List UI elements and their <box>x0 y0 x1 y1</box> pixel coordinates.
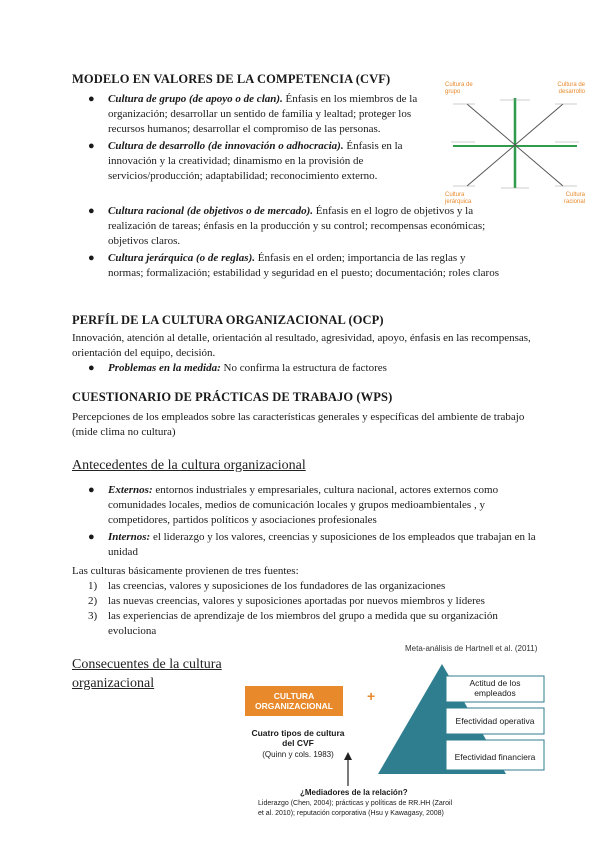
outcome-financiera: Efectividad financiera <box>454 752 536 762</box>
sources-list <box>88 579 538 639</box>
list-item: ● Internos: el liderazgo y los valores, creencias y suposiciones de los empleados que trabajan en la unidad <box>88 531 536 558</box>
figure-caption: Meta-análisis de Hartnell et al. (2011) <box>405 644 538 653</box>
ocp-text: Innovación, atención al detalle, orientación al resultado, agresividad, apoyo, énfasis en las recompensas, orientación del equipo, decisión. <box>72 332 531 359</box>
list-item: ● Externos: entornos industriales y empresariales, cultura nacional, actores externos como comunidades locales, medios de comunicación locales y grupos medioambientales , y competidores, partidos políticos y asociaciones profesionales <box>88 484 499 526</box>
ocp-list <box>88 361 538 376</box>
list-item: ● Cultura de grupo (de apoyo o de clan). Énfasis en los miembros de la organización; desarrollar un sentido de familia y lealtad; proteger los recursos humanos; desarrollar el compromiso de las personas. <box>88 93 418 135</box>
cvf-term: Cultura de grupo (de apoyo o de clan). <box>108 93 283 105</box>
list-item: ● Cultura jerárquica (o de reglas). Énfasis en el orden; importancia de las reglas y normas; formalización; estabilidad y seguridad en el puesto; documentación; roles claros <box>88 252 499 279</box>
cvf-diagram <box>445 80 585 208</box>
ocp-title: PERFÍL DE LA CULTURA ORGANIZACIONAL (OCP) <box>72 313 384 327</box>
list-item: 3) las experiencias de aprendizaje de los miembros del grupo a medida que su organización evoluciona <box>88 610 498 637</box>
wps-text: Percepciones de los empleados sobre las características generales y específicas del ambiente de trabajo (mide clima no cultura) <box>72 411 525 438</box>
list-item: ● Cultura de desarrollo (de innovación o adhocracia). Énfasis en la innovación y la creatividad; dinamismo en la provisión de servicios/producción; adaptabilidad; reconocimiento externo. <box>88 140 403 182</box>
list-item: 2) las nuevas creencias, valores y suposiciones aportadas por nuevos miembros y líderes <box>88 595 485 607</box>
cvf-diagram-label-bl: Cultura jerárquica <box>445 192 472 205</box>
cvf-diagram-label-tl: Cultura de grupo <box>445 82 473 95</box>
wps-title: CUESTIONARIO DE PRÁCTICAS DE TRABAJO (WPS) <box>72 390 393 404</box>
cvf-list-2 <box>88 204 503 281</box>
cvf-axes <box>445 80 585 208</box>
types-label: Cuatro tipos de cultura del CVF <box>251 728 345 748</box>
mediators-line-2: et al. 2010); reputación corporativa (Hsu y Kawagasy, 2008) <box>258 810 444 817</box>
triangle-label: EFECTIVIDAD ORGANIZACIONAL <box>396 667 439 726</box>
arrow-up-icon <box>343 752 353 786</box>
cvf-diagram-label-br: Cultura racional <box>563 192 585 205</box>
outcome-operativa: Efectividad operativa <box>455 716 535 726</box>
cvf-title: MODELO EN VALORES DE LA COMPETENCIA (CVF) <box>72 72 391 86</box>
cvf-list <box>88 92 438 186</box>
types-ref: (Quinn y cols. 1983) <box>262 750 334 759</box>
cvf-diagram-label-tr: Cultura de desarrollo <box>557 82 585 95</box>
cvf-term: Cultura racional (de objetivos o de mercado). <box>108 205 314 217</box>
mediators-line-1: Liderazgo (Chen, 2004); prácticas y políticas de RR.HH (Zaroil <box>258 800 453 807</box>
plus-sign: + <box>367 688 376 704</box>
list-item: 1) las creencias, valores y suposiciones de los fundadores de las organizaciones <box>88 580 446 592</box>
antecedentes-list <box>88 483 538 560</box>
cultura-box: CULTURA ORGANIZACIONAL <box>245 686 343 716</box>
list-item: ● Cultura racional (de objetivos o de mercado). Énfasis en el logro de objetivos y la realización de tareas; énfasis en la producción y su control; recompensas económicas; objetivos claros. <box>88 205 486 247</box>
outcome-actitud: Actitud de los empleados <box>469 678 521 698</box>
cvf-term: Cultura de desarrollo (de innovación o adhocracia). <box>108 140 344 152</box>
list-item: ● Problemas en la medida: No confirma la estructura de factores <box>88 362 387 374</box>
cvf-term: Cultura jerárquica (o de reglas). <box>108 252 255 264</box>
antecedentes-intro: Las culturas básicamente provienen de tres fuentes: <box>72 565 299 577</box>
mediators-question: ¿Mediadores de la relación? <box>300 788 408 797</box>
antecedentes-title: Antecedentes de la cultura organizacional <box>72 458 306 473</box>
consecuentes-title: Consecuentes de la cultura organizacional <box>72 657 222 691</box>
